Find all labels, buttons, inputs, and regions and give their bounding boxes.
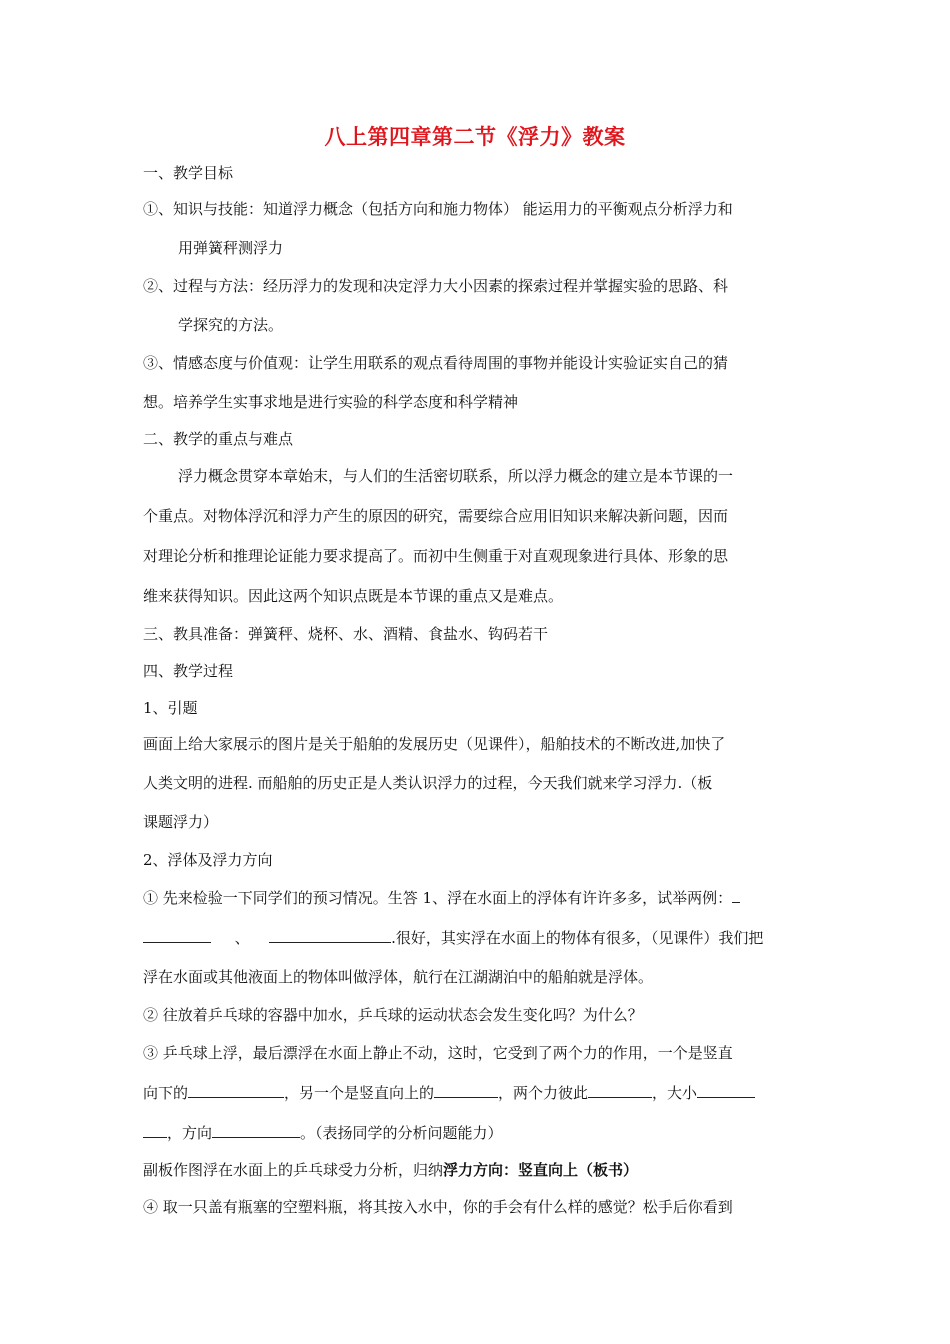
question-2: ② 往放着乒乓球的容器中加水，乒乓球的运动状态会发生变化吗？为什么？	[143, 1006, 643, 1024]
subheading-floating-bodies: 2、浮体及浮力方向	[143, 851, 273, 869]
question-3-part-b: ，另一个是竖直向上的	[284, 1084, 435, 1102]
question-3-part-a: 向下的	[143, 1084, 189, 1102]
answer-blank-magnitude-cont[interactable]	[143, 1123, 167, 1138]
objective-2-line-2: 学探究的方法。	[178, 316, 284, 334]
question-3-line-2	[143, 1083, 755, 1103]
board-note	[143, 1160, 638, 1180]
question-3-part-e: ，方向	[167, 1124, 213, 1142]
section-heading-key-points: 二、教学的重点与难点	[143, 430, 294, 448]
answer-blank-gravity[interactable]	[188, 1083, 284, 1098]
objective-1-line-1: ①、知识与技能：知道浮力概念（包括方向和施力物体） 能运用力的平衡观点分析浮力和	[143, 200, 733, 218]
objective-3-line-1: ③、情感态度与价值观：让学生用联系的观点看待周围的事物并能设计实验证实自己的猜	[143, 354, 729, 372]
question-1-line-1	[143, 888, 740, 908]
section-heading-materials: 三、教具准备：弹簧秤、烧杯、水、酒精、食盐水、钩码若干	[143, 625, 549, 643]
board-note-text: 副板作图浮在水面上的乒乓球受力分析，归纳	[143, 1161, 444, 1179]
blank-separator: 、	[234, 929, 250, 947]
answer-blank-direction[interactable]	[212, 1123, 300, 1138]
question-1-line-3: 浮在水面或其他液面上的物体叫做浮体，航行在江湖湖泊中的船舶就是浮体。	[143, 968, 654, 986]
board-note-bold: 浮力方向：竖直向上（板书）	[443, 1161, 639, 1179]
objective-2-line-1: ②、过程与方法：经历浮力的发现和决定浮力大小因素的探索过程并掌握实验的思路、科	[143, 277, 729, 295]
question-3-line-1: ③ 乒乓球上浮，最后漂浮在水面上静止不动，这时，它受到了两个力的作用，一个是竖直	[143, 1044, 733, 1062]
question-3-part-f: 。（表扬同学的分析问题能力）	[300, 1124, 503, 1142]
question-1-line-2	[143, 928, 763, 948]
question-3-line-3	[143, 1123, 503, 1143]
question-4-line-1: ④ 取一只盖有瓶塞的空塑料瓶，将其按入水中，你的手会有什么样的感觉？松手后你看到	[143, 1198, 733, 1216]
section-heading-objectives: 一、教学目标	[143, 164, 234, 182]
section-heading-process: 四、教学过程	[143, 662, 234, 680]
key-points-para-line-4: 维来获得知识。因此这两个知识点既是本节课的重点又是难点。	[143, 587, 564, 605]
objective-3-line-2: 想。培养学生实事求地是进行实验的科学态度和科学精神	[143, 393, 519, 411]
document-title: 八上第四章第二节《浮力》教案	[324, 124, 626, 149]
objective-1-line-2: 用弹簧秤测浮力	[178, 239, 284, 257]
key-points-para-line-2: 个重点。对物体浮沉和浮力产生的原因的研究，需要综合应用旧知识来解决新问题，因而	[143, 507, 729, 525]
answer-blank-example-2[interactable]	[269, 928, 391, 943]
answer-blank[interactable]	[732, 888, 740, 903]
answer-blank-balance[interactable]	[588, 1083, 652, 1098]
answer-blank-example-1[interactable]	[143, 928, 211, 943]
answer-blank-buoyancy[interactable]	[434, 1083, 498, 1098]
key-points-para-line-3: 对理论分析和推理论证能力要求提高了。而初中生侧重于对直观现象进行具体、形象的思	[143, 547, 729, 565]
subheading-intro: 1、引题	[143, 699, 198, 717]
question-1-continuation: .很好，其实浮在水面上的物体有很多，（见课件）我们把	[391, 929, 764, 947]
answer-blank-magnitude[interactable]	[697, 1083, 755, 1098]
question-1-text: ① 先来检验一下同学们的预习情况。生答 1、浮在水面上的浮体有许许多多，试举两例：	[143, 889, 733, 907]
intro-line-1: 画面上给大家展示的图片是关于船舶的发展历史（见课件），船舶技术的不断改进,加快了	[143, 735, 726, 753]
key-points-para-line-1: 浮力概念贯穿本章始末，与人们的生活密切联系，所以浮力概念的建立是本节课的一	[178, 467, 734, 485]
intro-line-3: 课题浮力）	[143, 813, 219, 831]
question-3-part-d: ，大小	[652, 1084, 698, 1102]
question-3-part-c: ，两个力彼此	[498, 1084, 589, 1102]
intro-line-2: 人类文明的进程. 而船舶的历史正是人类认识浮力的过程，今天我们就来学习浮力.（板	[143, 774, 713, 792]
